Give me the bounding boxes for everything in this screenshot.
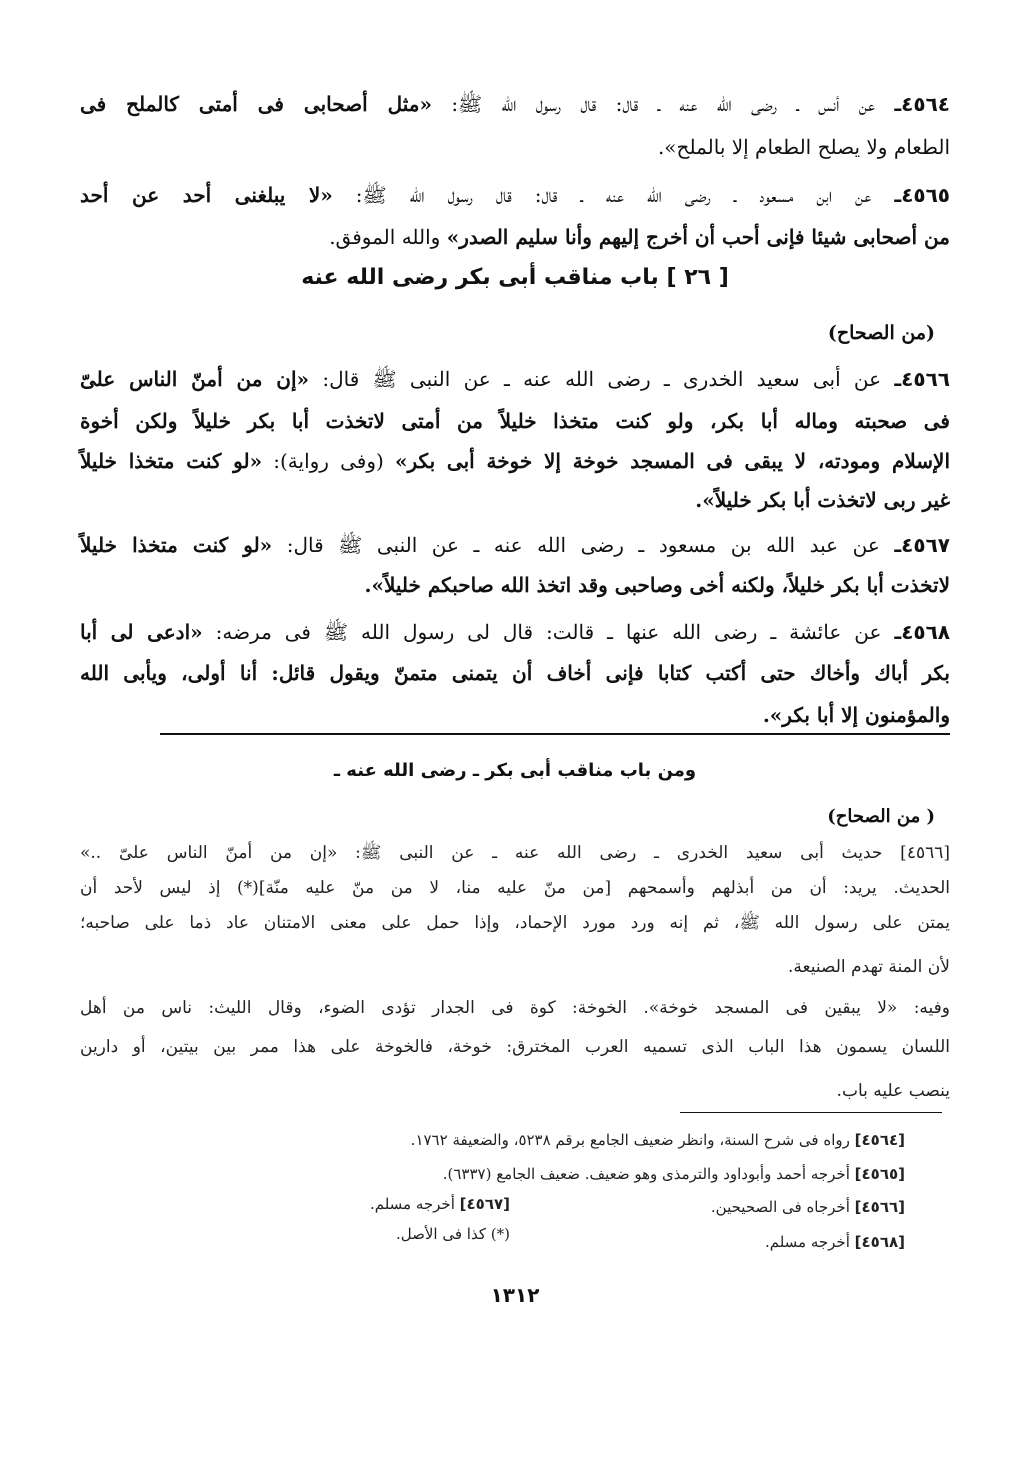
commentary-heading: ومن باب مناقب أبى بكر ـ رضى الله عنه ـ (333, 760, 697, 781)
footnote-number: [٤٥٦٤] (854, 1131, 905, 1149)
hadith-4567-text: «لو كنت متخذا خليلاً (80, 533, 273, 557)
footnote-number: [٤٥٦٦] (854, 1198, 905, 1216)
hadith-4568-line-1 (80, 620, 950, 644)
commentary-subheading: ( من الصحاح) (827, 806, 935, 827)
hadith-4564-line-1 (80, 92, 950, 116)
footnote-number: (*) (490, 1225, 510, 1243)
hadith-4568-line-3: والمؤمنون إلا أبا بكر». (762, 703, 950, 727)
footnote-4566 (711, 1198, 905, 1216)
hadith-4565-intro: عن ابن مسعود ـ رضى الله عنه ـ قال: قال رسول الله ﷺ: (355, 183, 872, 207)
hadith-4565-text-2: من أصحابى شيئا فإنى أحب أن أخرج إليهم وأنا سليم الصدر» (446, 225, 950, 249)
hadith-4566-riwaya: (وفى رواية): (273, 449, 384, 473)
footnote-number: [٤٥٦٨] (854, 1233, 905, 1251)
hadith-4564-text: «مثل أصحابى فى أمتى كالملح فى (80, 92, 432, 116)
hadith-4567-intro: عن عبد الله بن مسعود ـ رضى الله عنه ـ عن النبى ﷺ قال: (286, 533, 880, 557)
footnote-asterisk (396, 1225, 510, 1243)
hadith-4566-number: ٤٥٦٦ـ (894, 367, 950, 391)
footnote-4568 (765, 1233, 905, 1251)
footnote-4567 (370, 1195, 510, 1213)
hadith-4564-number: ٤٥٦٤ـ (894, 92, 950, 116)
page-number: ١٣١٢ (490, 1283, 540, 1307)
hadith-4566-line-3 (80, 449, 950, 473)
footnote-number: [٤٥٦٥] (854, 1165, 905, 1183)
footnote-text: أخرجه أحمد وأبوداود والترمذى وهو ضعيف. ضعيف الجامع (٦٣٣٧). (442, 1165, 850, 1183)
footnote-text: أخرجه مسلم. (764, 1233, 850, 1251)
hadith-4564-line-2: الطعام ولا يصلح الطعام إلا بالملح». (657, 135, 950, 159)
commentary-para1-line3: يمتن على رسول الله ﷺ، ثم إنه ورد مورد الإحماد، وإذا حمل على معنى الامتنان عاد ذما على صاحبه؛ (80, 913, 950, 933)
hadith-4568-number: ٤٥٦٨ـ (894, 620, 951, 644)
hadith-4566-text: «إن من أمنّ الناس علىّ (80, 367, 310, 391)
footnote-4564 (411, 1131, 905, 1149)
hadith-4566-line-4: غير ربى لاتخذت أبا بكر خليلاً». (695, 488, 950, 512)
hadith-4565-line-1 (80, 183, 950, 207)
hadith-4565-text: «لا يبلغنى أحد عن أحد (80, 183, 333, 207)
commentary-para1-line4: لأن المنة تهدم الصنيعة. (787, 957, 950, 977)
hadith-4565-tail: والله الموفق. (329, 225, 441, 249)
hadith-4564-intro: عن أنس ـ رضى الله عنه ـ قال: قال رسول الله ﷺ: (451, 92, 876, 116)
hadith-4566-line-1 (80, 367, 950, 391)
hadith-4566-text-3: الإسلام ومودته، لا يبقى فى المسجد خوخة إلا خوخة أبى بكر» (395, 449, 950, 473)
hadith-4566-text-3b: «لو كنت متخذا خليلاً (80, 449, 263, 473)
commentary-para2-line3: ينصب عليه باب. (836, 1081, 950, 1101)
commentary-para2-line1: وفيه: «لا يبقين فى المسجد خوخة». الخوخة: كوة فى الجدار تؤدى الضوء، وقال الليث: ناس من أهل (80, 998, 950, 1018)
footnote-number: [٤٥٦٧] (459, 1195, 510, 1213)
hadith-4568-line-2: بكر أباك وأخاك حتى أكتب كتابا فإنى أخاف أن يتمنى متمنّ ويقول قائل: أنا أولى، ويأبى الله (80, 661, 950, 685)
commentary-para1-line2: الحديث. يريد: أن من أبذلهم وأسمحهم [من منّ عليه منا، لا من منّ عليه منّة](*) إذ ليس لأحد أن (80, 878, 950, 898)
footnote-text: أخرجه مسلم. (369, 1195, 455, 1213)
commentary-para1-line1: [٤٥٦٦] حديث أبى سعيد الخدرى ـ رضى الله عنه ـ عن النبى ﷺ: «إن من أمنّ الناس علىّ ..» (80, 843, 950, 863)
chapter-heading: [ ٢٦ ] باب مناقب أبى بكر رضى الله عنه (301, 265, 729, 290)
footnote-4565 (443, 1165, 905, 1183)
commentary-para2-line2: اللسان يسمون هذا الباب الذى تسميه العرب المخترق: خوخة، فالخوخة على هذا ممر بين بيتين، أو دارين (80, 1037, 950, 1057)
hadith-4567-line-1 (80, 533, 950, 557)
footnote-divider (680, 1112, 942, 1113)
hadith-4567-line-2: لاتخذت أبا بكر خليلاً، ولكنه أخى وصاحبى وقد اتخذ الله صاحبكم خليلاً». (364, 573, 950, 597)
section-divider (160, 733, 950, 735)
hadith-4567-number: ٤٥٦٧ـ (894, 533, 950, 557)
hadith-4566-line-2: فى صحبته وماله أبا بكر، ولو كنت متخذا خليلاً من أمتى لاتخذت أبا بكر خليلاً ولكن أخوة (80, 409, 950, 433)
hadith-4565-line-2 (80, 225, 950, 249)
subheading-sihah: (من الصحاح) (827, 322, 935, 344)
footnote-text: كذا فى الأصل. (396, 1225, 486, 1243)
hadith-4568-intro: عن عائشة ـ رضى الله عنها ـ قالت: قال لى رسول الله ﷺ فى مرضه: (215, 620, 882, 644)
footnote-text: رواه فى شرح السنة، وانظر ضعيف الجامع برقم ٥٢٣٨، والضعيفة ١٧٦٢. (410, 1131, 850, 1149)
hadith-4566-intro: عن أبى سعيد الخدرى ـ رضى الله عنه ـ عن النبى ﷺ قال: (322, 367, 882, 391)
hadith-4568-text: «ادعى لى أبا (80, 620, 203, 644)
footnote-text: أخرجاه فى الصحيحين. (710, 1198, 850, 1216)
hadith-4565-number: ٤٥٦٥ـ (894, 183, 951, 207)
